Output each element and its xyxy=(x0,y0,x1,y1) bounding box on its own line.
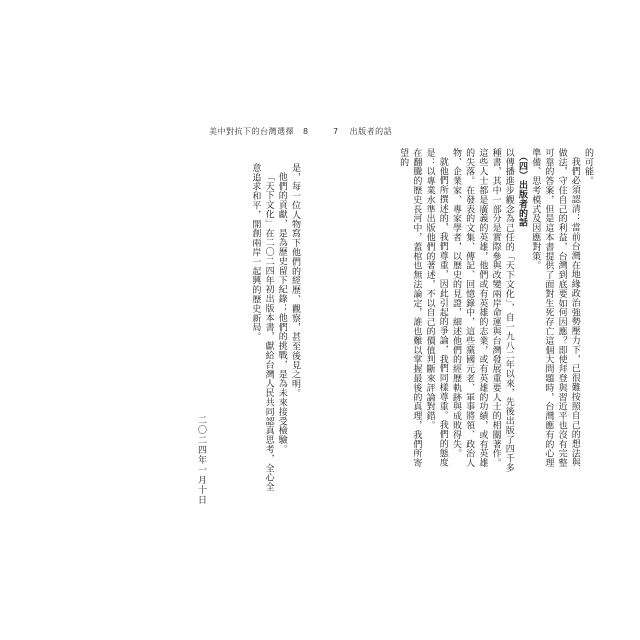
paragraph: 的可能。 xyxy=(583,148,593,186)
paragraph: 就他們所撰述的，我們尊重，因此引起的爭論，我們同樣尊重。我們的態度是：以專業水準出版他們的著述，不以自己的價值判斷來評論對錯。 xyxy=(424,148,448,468)
date-signature: 二〇二四年一月十日 xyxy=(196,415,206,505)
right-running-header xyxy=(333,126,392,137)
paragraph: 他們的貢獻，是為歷史留下紀錄；他們的挑戰，是為未來接受檢驗。 xyxy=(276,172,287,454)
paragraph: 以傳播進步觀念為己任的「天下文化」，自一九八二年以來，先後出版了四千多種書，其中一部分是實際參與改變兩岸命運與台灣發展重要人士的相關著作。 xyxy=(490,148,514,473)
left-running-header xyxy=(209,126,309,137)
right-header-title: 出版者的話 xyxy=(349,127,393,136)
left-page-body xyxy=(219,163,301,493)
paragraph: 這些人士都是廣義的英雄，他們或有英雄的志業，或有英雄的功績，或有英雄的失落。在發表的文集、傳記、回憶錄中，這些黨國元老、軍事將領、政治人物、企業家、專家學者，以歷史的見證，細述他們的經歷軌跡與成敗得失。 xyxy=(450,148,488,468)
paragraph: 是，每一位人物寫下他們的經歷、觀察，甚至後見之明。 xyxy=(290,163,300,398)
paragraph: 在翻騰的歷史長河中，蓋棺也無法論定，誰也難以掌握最後的真理，我們所寄望的 xyxy=(398,148,422,468)
paragraph: 「天下文化」在二〇二四年初出版本書，獻給台灣人民共同認真思考，全心全意追求和平，開創兩岸一起興的歷史新局。 xyxy=(250,163,274,492)
right-page-body xyxy=(337,148,594,473)
left-header-title: 美中對抗下的台灣選擇 xyxy=(209,127,294,136)
section-heading: （四）出版者的話 xyxy=(516,152,527,228)
right-page-number: 7 xyxy=(333,127,339,136)
left-page-number: 8 xyxy=(303,127,309,136)
paragraph: 我們必須認清：當前台灣在地緣政治強勢壓力下，已很難按照自己的想法與做法，守住自己的利益，台灣到底要如何因應？即使拜登與習近平也沒有完整可靠的答案，但是這本書提供了面對生死存亡這個大問題時，台灣應有的心理準備、思考模式及因應對策。 xyxy=(530,148,580,468)
